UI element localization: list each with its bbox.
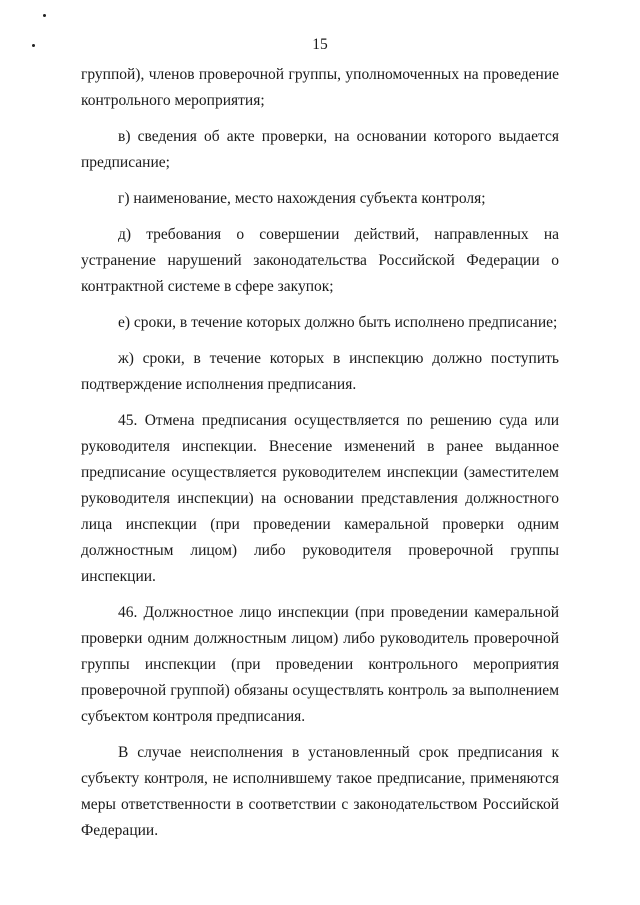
- page-number: 15: [312, 36, 328, 53]
- paragraph-item-e: е) сроки, в течение которых должно быть исполнено предписание;: [118, 314, 558, 331]
- paragraph-continuation: группой), членов проверочной группы, уполномоченных на проведение контрольного мероприятия;: [81, 66, 559, 109]
- paragraph-item-g: г) наименование, место нахождения субъекта контроля;: [118, 190, 486, 207]
- paragraph-non-compliance: В случае неисполнения в установленный срок предписания к субъекту контроля, не исполнившему такое предписание, применяются меры ответственности в соответствии с законодательством Российской Федерации.: [81, 744, 559, 839]
- paragraph-item-zh: ж) сроки, в течение которых в инспекцию должно поступить подтверждение исполнения предписания.: [81, 350, 559, 393]
- paragraph-46: 46. Должностное лицо инспекции (при проведении камеральной проверки одним должностным лицом) либо руководитель проверочной группы инспекции (при проведении контрольного мероприятия проверочной группой) обязаны осуществлять контроль за выполнением субъектом контроля предписания.: [81, 604, 559, 725]
- document-body: [81, 62, 559, 844]
- paragraph-45: 45. Отмена предписания осуществляется по решению суда или руководителя инспекции. Внесение изменений в ранее выданное предписание осуществляется руководителем инспекции (заместителем руководителя инспекции) на основании представления должностного лица инспекции (при проведении камеральной проверки одним должностным лицом) либо руководителя проверочной группы инспекции.: [81, 412, 559, 585]
- paragraph-item-v: в) сведения об акте проверки, на основании которого выдается предписание;: [81, 128, 559, 171]
- scan-speck: [43, 14, 46, 17]
- paragraph-item-d: д) требования о совершении действий, направленных на устранение нарушений законодательства Российской Федерации о контрактной системе в сфере закупок;: [81, 226, 559, 295]
